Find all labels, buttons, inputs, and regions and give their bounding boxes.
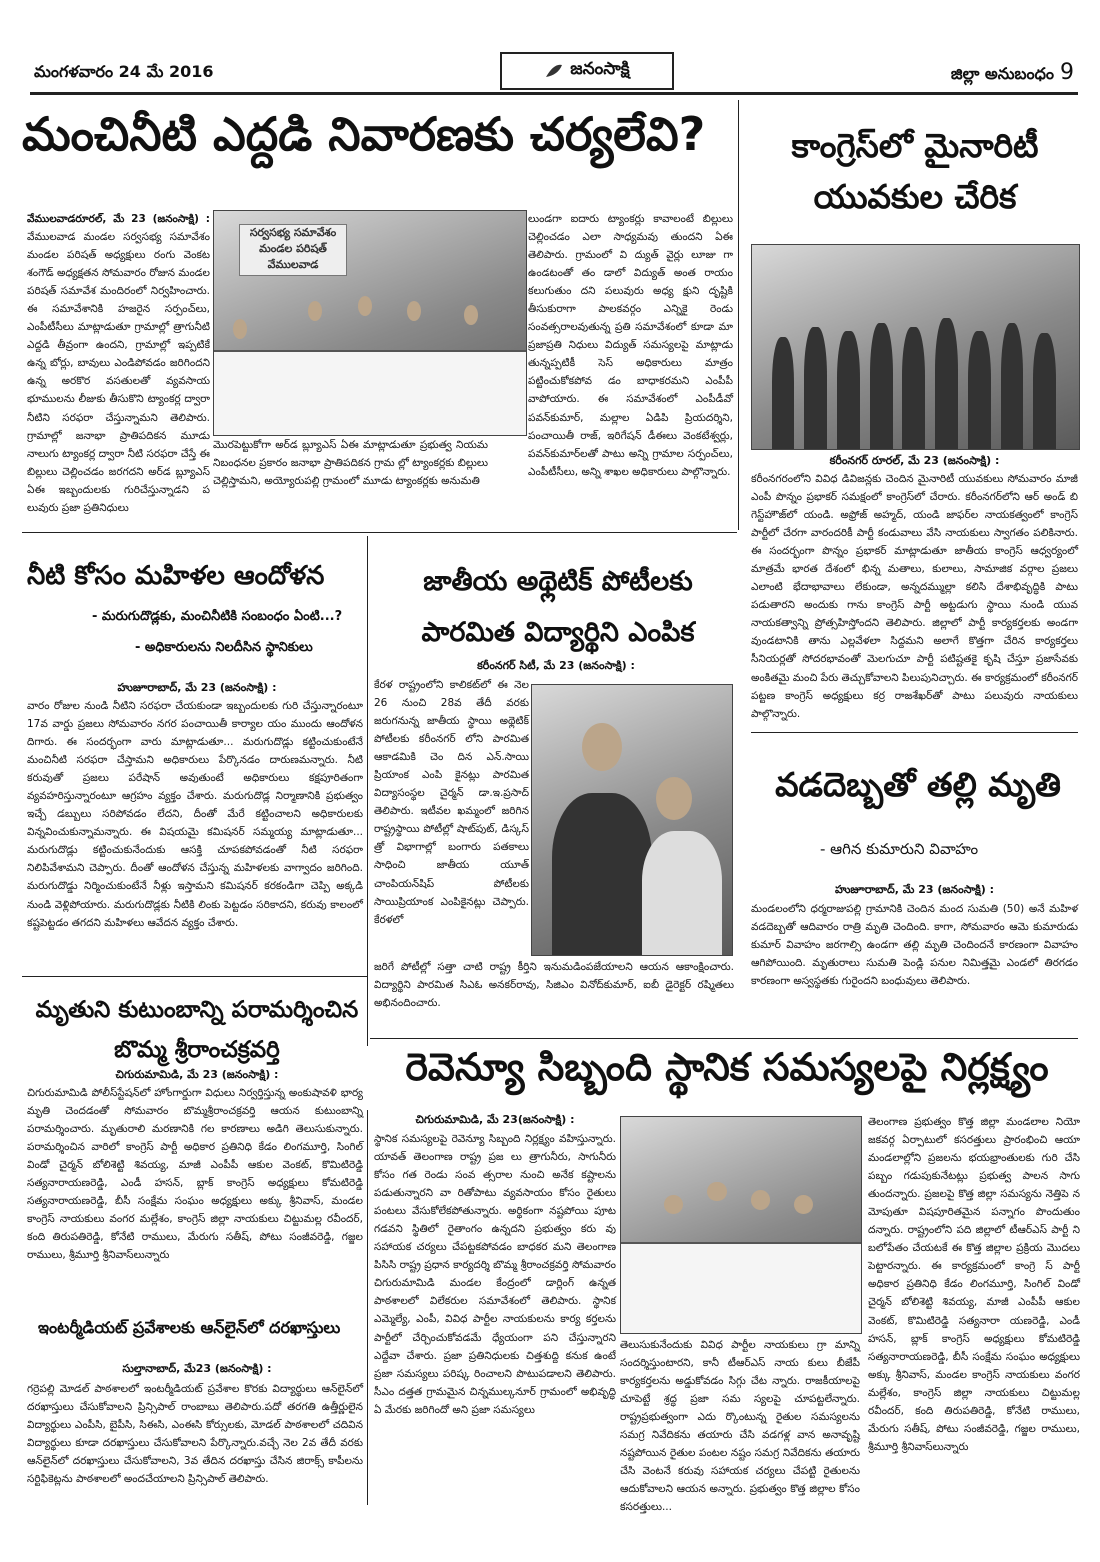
article3-body: వారం రోజుల నుండి నీటిని సరఫరా చేయకుండా ఇబ్బందులకు గురి చేస్తున్నారంటూ 17వ వార్డు ప్రజలు సోమవారం నగర పంచాయితీ కార్యాల యం ముందు ఆందోళన దిగారు. ఈ సందర్భంగా వారు మాట్లాడుతూ... మరుగుదొడ్లు కట్టించుకుంటేనే మంచినీటి సరఫరా చేస్తామని అధికారులు పేర్కొనడం దారుణమన్నారు. నీటి కరువుతో ప్రజలు పరేషాన్‌ అవుతుంటే అధికారులు కక్షపూరితంగా వ్యవహరిస్తున్నారంటూ ఆగ్రహం వ్యక్తం చేశారు. మరుగుదొడ్ల నిర్మాణానికి ప్రభుత్వం ఇచ్చే డబ్బులు సరిపోవడం లేదని, దీంతో మేరే కట్టించాలని అధికారులకు విన్నవించుకున్నామన్నారు. ఈ విషయమై కమిషనర్‌ సమ్మయ్య మాట్లాడుతూ... మరుగుదొడ్లు కట్టించుకునేందుకు ఆసక్తి చూపకపోవడంతో నీటి సరఫరా నిలిపివేశామని చెప్పారు. దీంతో ఆందోళన చేస్తున్న మహిళలకు వాగ్వాదం జరిగింది. మరుగుదొడ్డు నిర్మించుకుంటేనే నీళ్లు ఇస్తామని కమిషనర్‌ కరకండిగా చెప్పి అక్కడి నుండి వెళ్లిపోయారు. మరుగుదొడ్లకు నీటికి లింకు పెట్టడం సరికాదని, కరువు కాలంలో కష్టపెట్టడం తగదని మహిళలు ఆవేదన వ్యక్తం చేశారు. [27, 700, 363, 929]
article6-headline [27, 990, 367, 1071]
photo-person [552, 793, 652, 955]
photo-person [582, 723, 622, 772]
photo-person [464, 305, 478, 325]
photo-person [656, 777, 692, 820]
paper-logo [500, 52, 674, 90]
article8-col2: తెలుసుకునేందుకు వివిధ పార్టీల నాయకులు గ్రా మాన్ని సందర్శిస్తుంటారని, కానీ టీఆర్‌ఎస్‌ నాయ కులు బీజేపీ కార్యకర్తలను అడ్డుకోవడం సిగ్గు చేట న్నారు. రాజకీయాలపై చూపెట్టే శ్రద్ధ ప్రజా సమ స్యలపై చూపట్టలేన్నారు. రాష్ట్రప్రభుత్వంగా ఎదు ర్కొంటున్న రైతుల సమస్యలను సమగ్ర నివేదికను తయారు చేసి వడగళ్ల వాన అనావృష్టి నష్టపోయిన రైతుల పంటల నష్టం సమగ్ర నివేదికను తయారు చేసి వెంటనే కరువు సహాయక చర్యలు చేపట్టి రైతులను ఆదుకోవాలని ఆయన అన్నారు. ప్రభుత్వం కొత్త జిల్లాల కోసం కసరత్తులు... [620, 1339, 860, 1514]
article8-photo [620, 1116, 862, 1334]
article8-dateline: చిగురుమామిడి, మే 23(జనంసాక్షి) : [415, 1113, 575, 1126]
photo-person [1033, 333, 1056, 449]
article5-subhead: - ఆగిన కుమారుని వివాహం [820, 840, 979, 858]
photo-person [968, 331, 991, 449]
issue-date: మంగళవారం 24 మే 2016 [34, 62, 214, 81]
article3-subhead1: - మరుగుదొడ్లకు, మంచినీటికి సంబంధం ఏంటి...? [92, 609, 343, 624]
section-rule [22, 976, 367, 977]
article7-body: గర్రెపల్లి మోడల్‌ పాఠశాలలో ఇంటర్మీడియట్‌ ప్రవేశాల కొరకు విద్యార్థులు ఆన్‌లైన్‌లో దరఖాస్తులు చేసుకోవాలని ప్రిన్సిపాల్‌ రాంబాబు తెలిపారు.పదో తరగతి ఉత్తీర్ణులైన విద్యార్థులు ఎంపీసి, బైపీసి, సిఈసి, ఎంఈసి కోర్సులకు, మోడల్‌ పాఠశాలలో చదివిన విద్యార్థులు కూడా దరఖాస్తులు చేసుకోవాలని పేర్కొన్నారు.వచ్చే నెల 2వ తేదీ వరకు ఆన్‌లైన్‌లో దరఖాస్తులు చేసుకోవాలని, 3వ తేదిన దరఖాస్తు చేసిన జిరాక్స్‌ కాపీలను సర్టిఫికెట్లను పాఠశాలలో అందచేయాలని ప్రిన్సిపాల్‌ తెలిపారు. [27, 1383, 363, 1486]
photo-person [772, 337, 795, 449]
section-rule [22, 532, 737, 533]
column-rule [367, 1110, 368, 1505]
photo-person [794, 1195, 813, 1214]
article4-dateline: కరీంనగర్‌ సిటీ, మే 23 (జనంసాక్షి) : [477, 659, 635, 672]
photo-table [214, 350, 526, 436]
photo-person [935, 318, 958, 449]
article3-subhead2: - అధికారులను నిలదీసిన స్థానికులు [135, 640, 313, 655]
article6-body: చిగురుమామిడి పోలీస్‌స్టేషన్‌లో హోంగార్డుగా విధులు నిర్వర్తిస్తున్న అంకుషావళి భార్య మృతి చెందడంతో సోమవారం బొమ్మశ్రీరాంచక్రవర్తి ఆయన కుటుంబాన్ని పరామర్శించారు. మృతురాలి మరణానికి గల కారణాలు అడిగి తెలుసుకున్నారు. పరామర్శించిన వారిలో కాంగ్రెస్‌ పార్టీ అధికార ప్రతినిధి కేడం లింగమూర్తి, సింగిల్‌ విండో చైర్మన్‌ బోలిశెట్టి శివయ్య, మాజీ ఎంపీపీ ఆకుల వెంకట్‌, కొమిటిరెడ్డి సత్యనారాయణరెడ్డి, ఎండీ హసన్‌, బ్లాక్‌ కాంగ్రెస్‌ అధ్యక్షులు కోమటిరెడ్డి సత్యనారాయణరెడ్డి, బీసీ సంక్షేమ సంఘం అధ్యక్షులు అక్కు శ్రీనివాస్‌, మండల కాంగ్రెస్‌ నాయకులు వంగర మల్లేశం, కాంగ్రెస్‌ జిల్లా నాయకులు చిట్టుమల్ల రవీందర్‌, కంది తిరుపతిరెడ్డి, కోనేటి రాములు, మేరుగు సతీష్‌, పోటు సంజీవరెడ్డి, గజ్జల రాములు, శ్రీమూర్తి శ్రీనివాస్‌లున్నారు [27, 1087, 363, 1262]
photo-person [902, 327, 925, 449]
photo-table [621, 1242, 861, 1334]
article8-col3: తెలంగాణ ప్రభుత్వం కొత్త జిల్లా మండలాల నియో జకవర్గ ఏర్పాటులో కసరత్తులు ప్రారంభించి ఆయా మండలాల్లోని ప్రజలను భయభ్రాంతులకు గురి చేసి పబ్బం గడుపుకునేటట్లు ప్రభుత్వ పాలన సాగు తుందన్నారు. ప్రజలపై కొత్త జిల్లా సమస్యను నెత్తిపె న మోపుతూ విషపూరితమైన పన్నాగం పొందుతుం దన్నారు. రాష్ట్రంలోని పది జిల్లాలో టీఆర్‌ఎస్‌ పార్టీ ని బలోపేతం చేయటకే ఈ కొత్త జిల్లాల ప్రక్రియ మొదలు పెట్టారన్నారు. ఈ కార్యక్రమంలో కాంగ్రె స్‌ పార్టీ అధికార ప్రతినిధి కేడం లింగమూర్తి, సింగిల్‌ విండో చైర్మన్‌ బోలిశెట్టి శివయ్య, మాజీ ఎంపీపీ ఆకుల వెంకట్‌, కొమిటిరెడ్డి సత్యనారా యణరెడ్డి, ఎండీ హసన్‌, బ్లాక్‌ కాంగ్రెస్‌ అధ్యక్షులు కోమటిరెడ్డి సత్యనారాయణరెడ్డి, బీసీ సంక్షేమ సంఘం అధ్యక్షులు అక్కు శ్రీనివాస్‌, మండల కాంగ్రెస్‌ నాయకులు వంగర మల్లేశం, కాంగ్రెస్‌ జిల్లా నాయకులు చిట్టుమల్ల రవీందర్‌, కంది తిరుపతిరెడ్డి, కోనేటి రాములు, మేరుగు సతీష్‌, పోటు సంజీవరెడ్డి, గజ్జల రాములు, శ్రీమూర్తి శ్రీనివాస్‌లున్నారు [868, 1116, 1080, 1453]
article1-col3: లుండగా ఐదారు ట్యాంకర్లు కావాలంటే బిల్లులు చెల్లించడం ఎలా సాధ్యమవు తుందని ఏఈ తెలిపారు. గ్రామంలో వి ద్యుత్‌ వైర్లు లూజు గా ఉండటంతో తం డాలో విద్యుత్‌ అంత రాయం కలుగుతుం దని పలువురు అధ్య క్షుని దృష్టికి తీసుకురాగా పాలకవర్గం ఎన్నికై రెండు సంవత్సరాలవుతున్న ప్రతి సమావేశంలో కూడా మా ప్రజాప్రతి నిధులు విద్యుత్‌ సమస్యలపై మాట్లాడు తున్నప్పటికీ సెస్‌ అధికారులు మాత్రం పట్టించుకోకపోవ డం బాధాకరమని ఎంపీపీ వాపోయారు. ఈ సమావేశంలో ఎంపీడీవో పవన్‌కుమార్‌, మల్లాల ఏడిపి ప్రియదర్శిని, పంచాయితీ రాజ్‌, ఇరిగేషన్‌ డీఈలు వెంకటేశ్వర్లు, పవన్‌కుమార్‌లతో పాటు అన్ని గ్రామాల సర్పంచ్‌లు, ఎంపీటీసీలు, అన్ని శాఖల అధికారులు పాల్గొన్నారు. [528, 213, 733, 478]
article4-headline-line1: జాతీయ అథ్లెటిక్‌ పోటీలకు [423, 566, 693, 597]
section-rule [370, 1038, 1078, 1039]
section-rule [751, 732, 1078, 733]
section-label [951, 60, 1074, 87]
photo-person [1001, 323, 1024, 449]
photo-person [233, 319, 247, 339]
article6-headline-line2: బొమ్మ శ్రీరాంచక్రవర్తి [114, 1037, 280, 1064]
article2-photo [751, 244, 1080, 450]
article1-dateline: వేములవాడరూరల్‌, మే 23 (జనంసాక్షి) : [27, 213, 210, 225]
article4-body-left: కేరళ రాష్ట్రంలోని కాలికట్‌లో ఈ నెల 26 నుంచి 28వ తేదీ వరకు జరుగనున్న జాతీయ స్థాయి అథ్లెటిక్‌ పోటీలకు కరీంనగర్‌ లోని పారమిత ఆకాడమికి చెం దిన ఎన్‌.సాయి ప్రియాంక ఎంపి కైనట్లు పారమిత విద్యాసంస్థల చైర్మన్‌ డా.ఇ.ప్రసాద్‌ తెలిపారు. ఇటీవల ఖమ్మంలో జరిగిన రాష్ట్రస్థాయి పోటీల్లో షాట్‌పుట్‌, డిస్కస్‌ త్రో విభాగాల్లో బంగారు పతకాలు సాధించి జాతీయ యూత్‌ చాంపియన్‌షిప్‌ పోటీలకు సాయిప్రియాంక ఎంపికైనట్లు చెప్పారు. కేరళలో [374, 679, 529, 926]
article4-photo [531, 684, 733, 956]
article1-text1: వేములవాడ మండల సర్వసభ్య సమావేశం మండల పరిషత్‌ అధ్యక్షులు రంగు వెంకట శంగౌడ్‌ అధ్యక్షతన సోమవారం రోజున మండల పరిషత్‌ సమావేశ మందిరంలో నిర్వహించారు. ఈ సమావేశానికి హజరైన సర్పంచ్‌లు, ఎంపీటీసీలు మాట్లాడుతూ గ్రామాల్లో త్రాగునీటి ఎద్దడి తీవ్రంగా ఉందని, గ్రామాల్లో ఇప్పటికే ఉన్న బోర్లు, బావులు ఎండిపోవడం జరిగిందని ఉన్న అరకొర వసతులతో వ్యవసాయ భూములను లీజుకు తీసుకొని ట్యాంకర్ల ద్వారా నీటిని సరఫరా చేస్తున్నామని తెలిపారు. గ్రామాల్లో జనాభా ప్రాతిపదికన మూడు నాలుగు ట్యాంకర్ల ద్వారా నీటి సరఫరా చేస్తే ఈ బిల్లులు చెల్లించడం జరగదని అర్‌డ బ్ల్యూఎస్‌ ఏఈ ఇబ్బందులకు గురిచేస్తున్నాడని ప లువురు ప్రజా ప్రతినిధులు [27, 231, 210, 514]
paper-name: జనంసాక్షి [570, 59, 630, 79]
article1-col1 [27, 210, 210, 517]
column-rule [367, 536, 368, 1046]
article6-headline-line1: మృతుని కుటుంబాన్ని పరామర్శించిన [35, 997, 359, 1023]
article1-col2: మొరపెట్టుకోగా అర్‌డ బ్ల్యూఎస్‌ ఏఈ మాట్లాడుతూ ప్రభుత్వ నియమ నిబంధనల ప్రకారం జనాభా ప్రాతిపదికన గ్రామ ల్లో ట్యాంకర్లకు బిల్లులు చెల్లిస్తామని, అయ్యోరుపల్లి గ్రామంలో మూడు ట్యాంకర్లకు అనుమతి [213, 439, 488, 488]
photo-person [642, 831, 722, 955]
article5-body: మండలంలోని ధర్మరాజుపల్లి గ్రామానికి చెందిన మంద సుమతి (50) అనే మహిళ వడదెబ్బతో ఆదివారం రాత్రి మృతి చెందింది. కాగా, సోమవారం ఆమె కుమారుడు కుమార్‌ వివాహం జరగాల్సి ఉండగా తల్లి మృతి చెందిందనే కారణంగా వివాహం ఆగిపోయింది. మృతురాలు సుమతి పెండ్లి పనుల నిమిత్తమై ఎండలో తిరగడం కారణంగా అస్వస్థతకు గురైందని బంధువులు తెలిపారు. [751, 903, 1078, 988]
photo-banner: సర్వసభ్య సమావేశం మండల పరిషత్ వేములవాడ [239, 224, 347, 275]
photo-person [407, 301, 421, 321]
article2-dateline: కరీంనగర్‌ రూరల్‌, మే 23 (జనంసాక్షి) : [829, 454, 1000, 467]
article6-dateline: చిగురుమామిడి, మే 23 (జనంసాక్షి) : [115, 1068, 279, 1081]
article4-body-bottom: జరిగే పోటీల్లో సత్తా చాటి రాష్ట్ర కీర్తిని ఇనుమడింపజేయాలని ఆయన ఆకాంక్షించారు. విద్యార్థిని పారమిత సిఎఓ అనకర్‌రావు, సిజిఎం వినోద్‌కుమార్‌, ఐబీ డైరెక్టర్‌ రష్మితలు అభినందించారు. [374, 961, 734, 1010]
article4-headline-line2: పారమిత విద్యార్థిని ఎంపిక [421, 617, 695, 649]
masthead [30, 52, 1078, 92]
masthead-rule [30, 92, 1078, 95]
article4-headline [378, 556, 738, 659]
photo-person [837, 331, 860, 449]
article7-headline: ఇంటర్మీడియట్‌ ప్రవేశాలకు ఆన్‌లైన్‌లో దరఖాస్తులు [38, 1318, 341, 1337]
page-number: 9 [1060, 60, 1074, 85]
article7-dateline: సుల్తానాబాద్‌, మే23 (జనంసాక్షి) : [122, 1362, 272, 1375]
article2-headline: కాంగ్రెస్‌లో మైనారిటీ యువకుల చేరిక [791, 126, 1039, 217]
section-name: జిల్లా అనుబంధం [950, 64, 1054, 83]
article5-headline: వడదెబ్బతో తల్లి మృతి [775, 765, 1061, 804]
photo-person [804, 327, 827, 449]
article5-dateline: హుజూరాబాద్‌, మే 23 (జనంసాక్షి) : [834, 883, 995, 896]
photo-person [308, 301, 322, 321]
photo-person [751, 1190, 770, 1209]
article8-col1: స్థానిక సమస్యలపై రెవెన్యూ సిబ్బంది నిర్లక్ష్యం వహిస్తున్నారు. యావత్‌ తెలంగాణ రాష్ట్ర ప్రజ లు త్రాగునీరు, సాగునీరు కోసం గత రెండు సంవ త్సరాల నుంచి అనేక కష్టాలను పడుతున్నారని వా రితోపాటు వ్యవసాయం కోసం రైతులు పంటలు వేసుకోలేకపోతున్నారు. అర్థికంగా నష్టపోయి పూట గడవని స్థితిలో రైతాంగం ఉన్నదని ప్రభుత్వం కరు వు సహాయక చర్యలు చేపట్టకపోవడం బాధకర మని తెలంగాణ పిసిసి రాష్ట్ర ప్రధాన కార్యదర్శి బొమ్మ శ్రీరాంచక్రవర్తి సోమవారం చిగురుమామిడి మండల కేంద్రంలో డార్లింగ్‌ ఉన్నత పాఠశాలలో విలేకరుల సమావేశంలో తెలిపారు. స్థానిక ఎమ్మెల్యే, ఎంపీ, వివిధ పార్టీల నాయకులను కార్య కర్తలను పార్టీలో చేర్చించుకోవడమే ధ్యేయంగా పని చేస్తున్నారని ఎద్దేవా చేశారు. ప్రజా ప్రతినిధులకు చిత్తశుద్ది కనుక ఉంటే ప్రజా సమస్యలు పరిష్క రించాలని పొటుపడాలని తెలిపారు. సీఎం దత్తత గ్రామమైన చిన్నముల్కనూర్‌ గ్రామంలో అభివృద్ధి ఏ మేరకు జరిగిందో అని ప్రజా సమస్యలు [374, 1133, 616, 1416]
article2-body: కరీంనగరం‌లోని వివిధ డివిజన్లకు చెందిన మైనారిటీ యువకులు సోమవారం మాజీ ఎంపీ పొన్నం ప్రభాకర్‌ సమక్షంలో కాంగ్రెస్‌లో చేరారు. కరీంనగర్‌లోని ఆర్‌ అండ్‌ బి గెస్ట్‌హౌజ్‌లో యండి. అఫ్రోజ్‌ అహ్మద్‌, యండి జాఫర్‌ల నాయకత్వంలో కాంగ్రెస్‌ పార్టీలో చేరగా వారందరికీ పార్టీ కండువాలు వేసి నాయకులు స్వాగతం పలికినారు. ఈ సందర్భంగా పొన్నం ప్రభాకర్‌ మాట్లాడుతూ జాతీయ కాంగ్రెస్‌ ఆధ్వర్యంలో మాత్రమే భారత దేశంలో భిన్న మతాలు, కులాలు, సామాజిక వర్గాల ప్రజలు ఎలాంటి భేదాభావాలు లేకుండా, అన్నదమ్ముల్లా కలిసి దేశాభివృద్ధికి పాటు పడుతారని అందుకు గాను కాంగ్రెస్‌ పార్టీ అట్టడుగు స్థాయి నుండి యువ నాయకత్వాన్ని ప్రోత్సహిస్తోందని తెలిపారు. జిల్లాలో పార్టీ కార్యకర్తలకు అండగా వుండటానికి తాను ఎల్లవేళలా సిద్దమని అలాగే కొత్తగా చేరిన కార్యకర్తలు సీనియర్లతో సోదరభావంతో మెలగుచూ పార్టీ పటిష్టతకై కృషి చేస్తూ ప్రజాసేవకు అంకితమై మంచి పేరు తెచ్చుకోవాలని పిలుపునిచ్చారు. ఈ కార్యక్రమంలో కరీంనగర్‌ పట్టణ కాంగ్రెస్‌ అధ్యక్షులు కర్ర రాజశేఖర్‌తో పాటు పలువురు నాయకులు పాల్గొన్నారు. [751, 473, 1078, 720]
photo-person [664, 1195, 683, 1214]
article1-photo [213, 210, 527, 436]
article1-headline: మంచినీటి ఎద్దడి నివారణకు చర్యలేవి? [22, 107, 706, 161]
article3-headline: నీటి కోసం మహిళల ఆందోళన [27, 561, 325, 591]
article3-dateline: హుజూరాబాద్‌, మే 23 (జనంసాక్షి) : [117, 681, 277, 694]
article8-headline: రెవెన్యూ సిబ్బంది స్థానిక సమస్యలపై నిర్లక్ష్యం [405, 1045, 1049, 1089]
photo-person [707, 1182, 726, 1201]
photo-person [358, 296, 372, 316]
leaf-logo-icon [544, 63, 564, 79]
photo-person [870, 323, 893, 449]
column-rule [738, 100, 739, 530]
